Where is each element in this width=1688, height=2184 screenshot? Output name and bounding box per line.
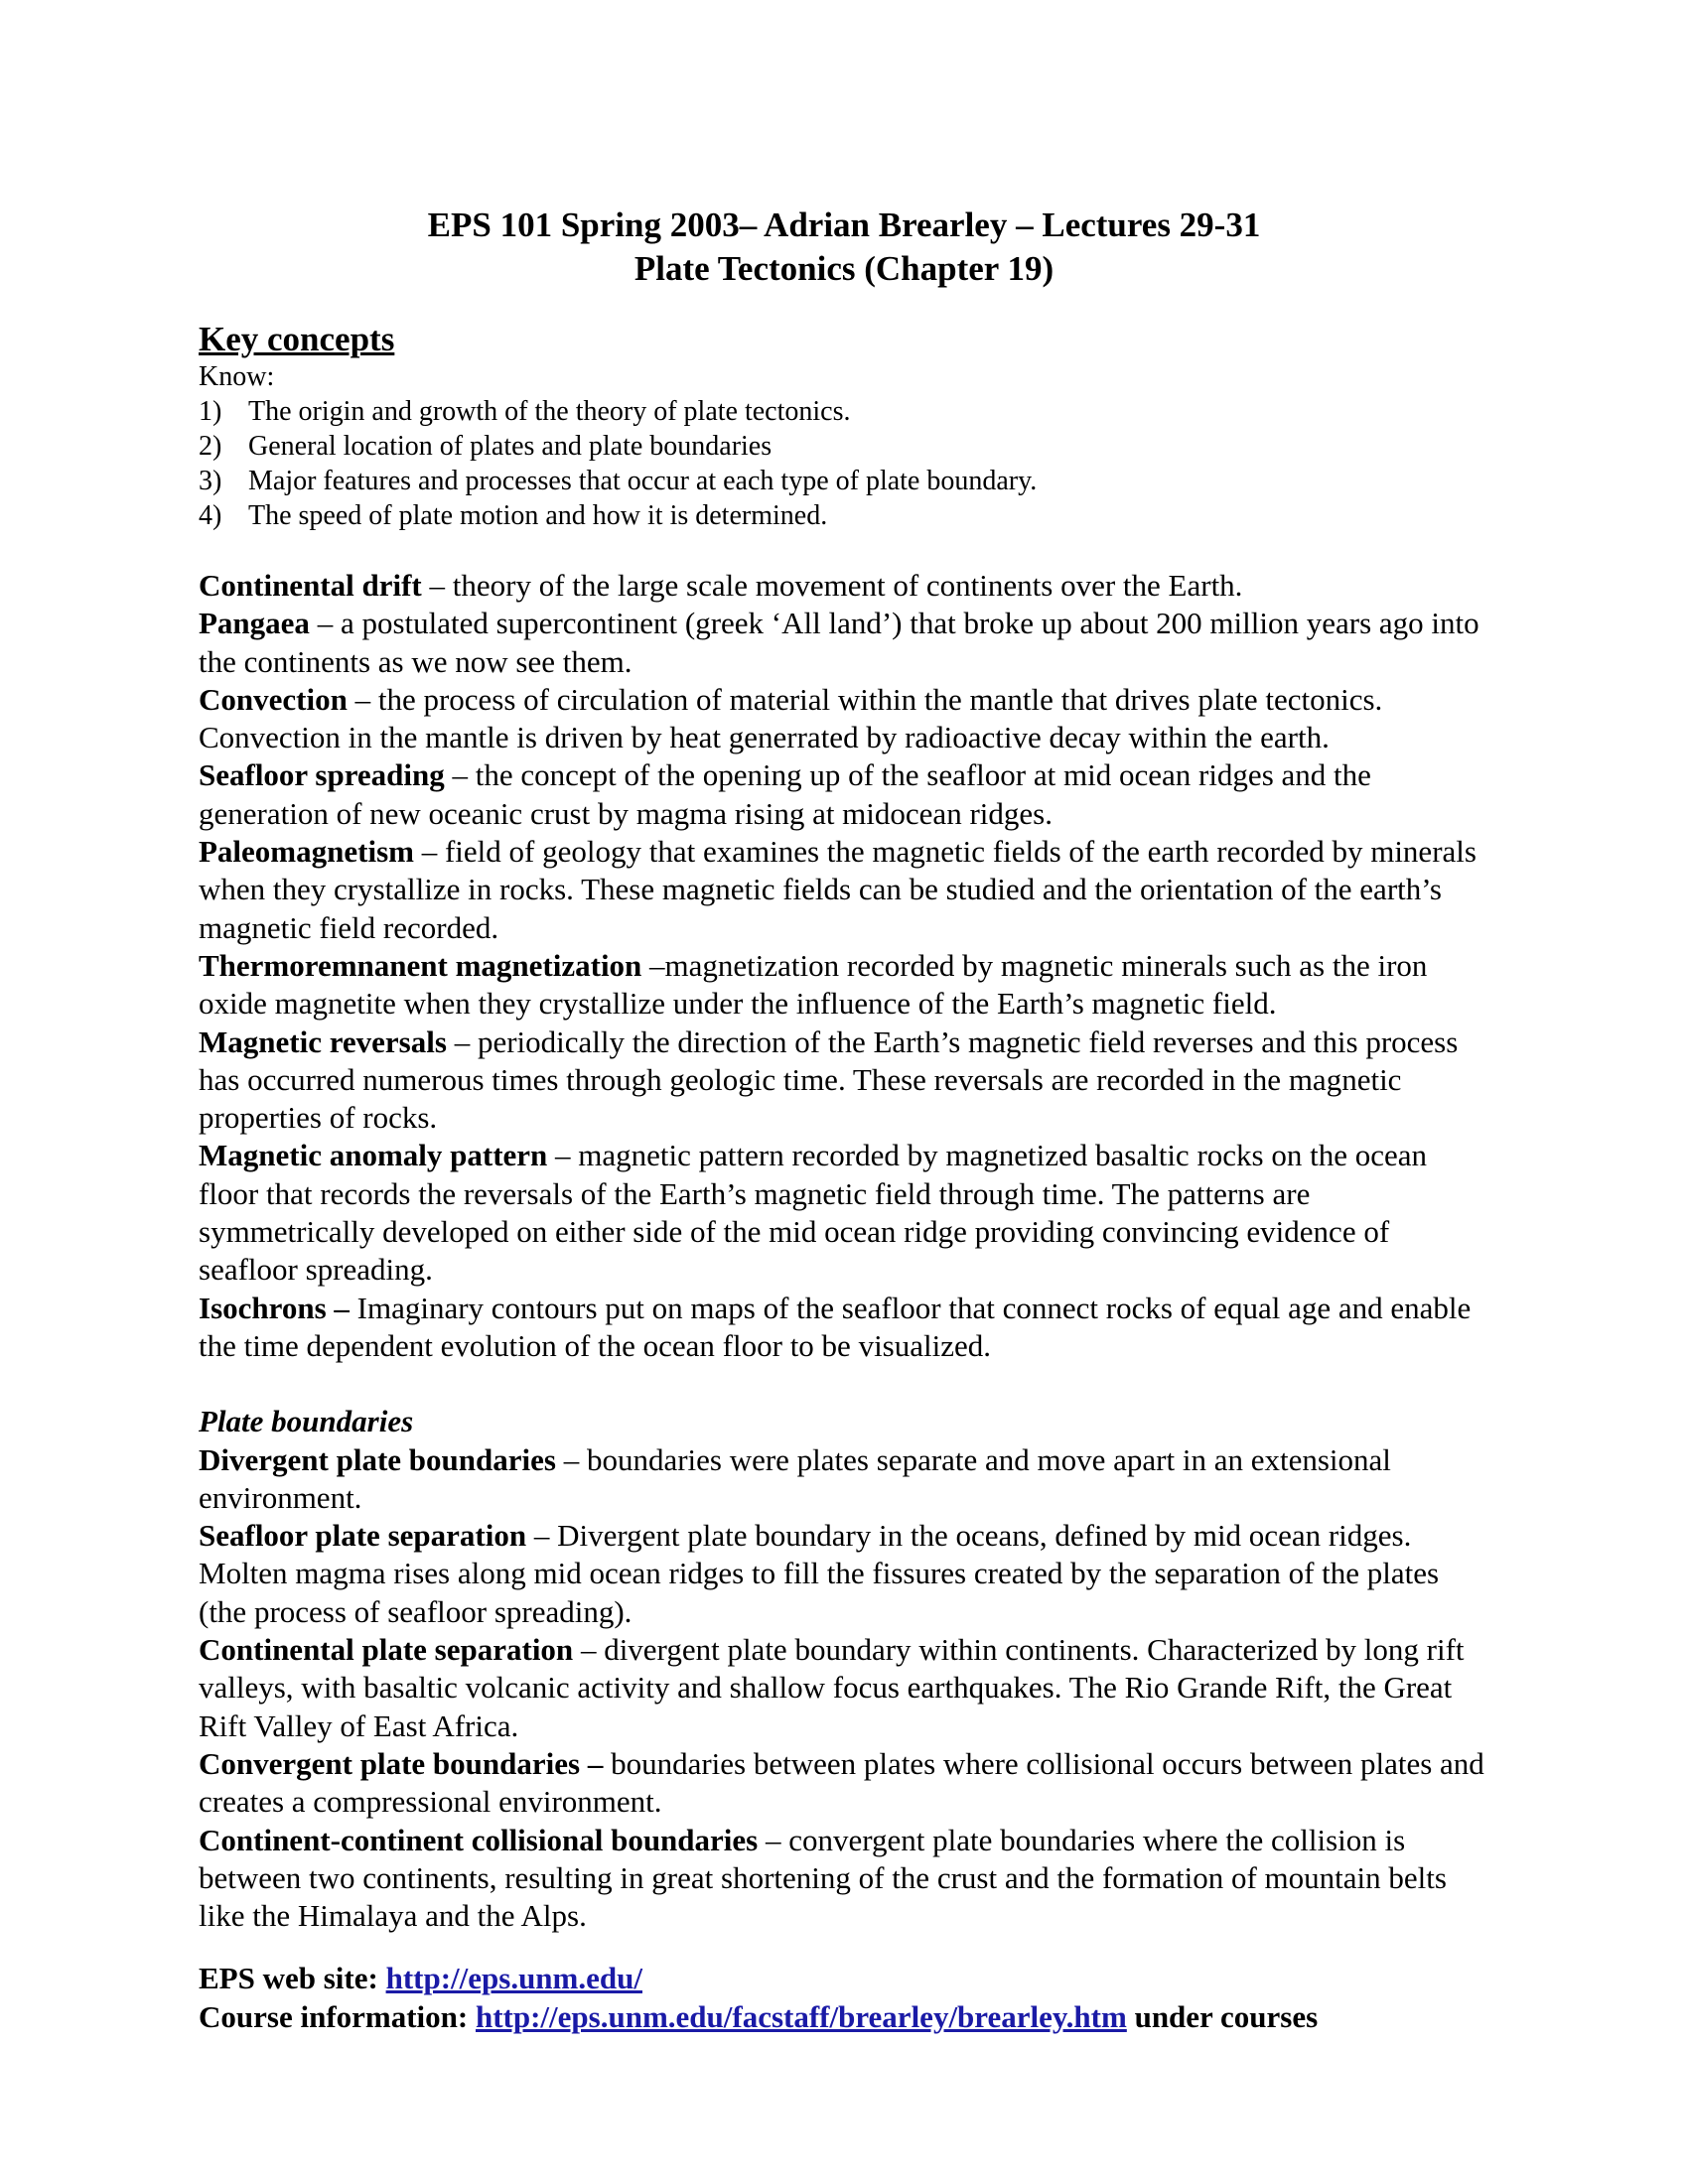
plate-boundaries-section (199, 1441, 1489, 1936)
footer (199, 1959, 1489, 2036)
list-number: 3) (199, 466, 222, 496)
definitions-section (199, 567, 1489, 1365)
key-concepts-list (199, 394, 1489, 533)
list-number: 1) (199, 396, 222, 427)
boundary-text: – divergent plate boundary within continents. Characterized by long rift valleys, with basaltic volcanic activity and shallow focus earthquakes. The Rio Grande Rift, the Great Rift Valley of East Africa. (199, 1632, 1465, 1743)
definition-text: – field of geology that examines the magnetic fields of the earth recorded by minerals when they crystallize in rocks. These magnetic fields can be studied and the orientation of the earth’s magnetic field recorded. (199, 834, 1477, 945)
boundary-term: Convergent plate boundaries – (199, 1745, 604, 1781)
list-number: 4) (199, 500, 222, 531)
definition-term: Seafloor spreading (199, 757, 445, 793)
list-item (199, 498, 1489, 533)
eps-website-line (199, 1959, 1489, 1997)
boundary-text: boundaries between plates where collisional occurs between plates and creates a compressional environment. (199, 1745, 1484, 1820)
definition-paragraph (199, 756, 1489, 833)
list-item (199, 464, 1489, 498)
definition-text: Imaginary contours put on maps of the seafloor that connect rocks of equal age and enable the time dependent evolution of the ocean floor to be visualized. (199, 1290, 1472, 1363)
definition-paragraph (199, 1024, 1489, 1138)
list-text: General location of plates and plate boundaries (248, 431, 773, 462)
definition-term: Pangaea (199, 606, 310, 641)
eps-website-label: EPS web site: (199, 1961, 386, 1996)
definition-paragraph (199, 1137, 1489, 1289)
definition-paragraph (199, 833, 1489, 947)
definition-paragraph (199, 947, 1489, 1024)
definition-term: Convection (199, 681, 348, 717)
definition-paragraph (199, 681, 1489, 757)
key-concepts-heading: Key concepts (199, 320, 395, 358)
list-item (199, 429, 1489, 464)
definition-text: –magnetization recorded by magnetic minerals such as the iron oxide magnetite when they crystallize under the influence of the Earth’s magnetic field. (199, 947, 1428, 1022)
boundary-term: Continent-continent collisional boundaries (199, 1822, 759, 1857)
document-title-line-2: Plate Tectonics (Chapter 19) (633, 249, 1055, 288)
list-text: The origin and growth of the theory of plate tectonics. (248, 396, 851, 427)
course-info-label: Course information: (199, 1999, 476, 2035)
boundary-paragraph (199, 1517, 1489, 1631)
list-number: 2) (199, 431, 222, 462)
definition-term: Continental drift (199, 568, 422, 603)
boundary-term: Continental plate separation (199, 1632, 574, 1668)
list-item (199, 394, 1489, 429)
document-title-line-1: EPS 101 Spring 2003– Adrian Brearley – Lectures 29-31 (427, 205, 1261, 244)
definition-term: Paleomagnetism (199, 834, 414, 870)
definition-text: – the concept of the opening up of the seafloor at mid ocean ridges and the generation of new oceanic crust by magma rising at midocean ridges. (199, 757, 1371, 831)
definition-text: – magnetic pattern recorded by magnetized basaltic rocks on the ocean floor that records the reversals of the Earth’s magnetic field through time. The patterns are symmetrically developed on either side of the mid ocean ridge providing convincing evidence of seafloor spreading. (199, 1138, 1427, 1288)
definition-term: Isochrons – (199, 1290, 350, 1325)
boundary-term: Divergent plate boundaries (199, 1441, 564, 1477)
course-info-link[interactable]: http://eps.unm.edu/facstaff/brearley/brearley.htm (475, 1999, 1127, 2035)
definition-text: – a postulated supercontinent (greek ‘All land’) that broke up about 200 million years ago into the continents as we now see them. (199, 606, 1479, 679)
definition-text: – the process of circulation of material within the mantle that drives plate tectonics. Convection in the mantle is driven by heat generrated by radioactive decay within the earth. (199, 681, 1383, 755)
definition-term: Thermoremnanent magnetization (199, 947, 642, 983)
list-text: Major features and processes that occur at each type of plate boundary. (248, 466, 1038, 496)
definition-text: – periodically the direction of the Earth’s magnetic field reverses and this process has occurred numerous times through geologic time. These reversals are recorded in the magnetic properties of rocks. (199, 1024, 1459, 1136)
list-text: The speed of plate motion and how it is determined. (248, 500, 828, 531)
document-page (199, 204, 1489, 2036)
eps-website-link[interactable]: http://eps.unm.edu/ (385, 1961, 642, 1996)
definition-paragraph (199, 605, 1489, 681)
boundary-text: – boundaries were plates separate and move apart in an extensional environment. (199, 1441, 1391, 1515)
boundary-paragraph (199, 1631, 1489, 1745)
boundary-term: Seafloor plate separation (199, 1518, 527, 1554)
boundary-paragraph (199, 1745, 1489, 1822)
definition-paragraph (199, 567, 1489, 605)
boundary-text: – convergent plate boundaries where the collision is between two continents, resulting in great shortening of the crust and the formation of mountain belts like the Himalaya and the Alps. (199, 1822, 1447, 1934)
know-label: Know: (199, 361, 275, 392)
plate-boundaries-heading: Plate boundaries (199, 1404, 414, 1439)
definition-term: Magnetic anomaly pattern (199, 1138, 548, 1173)
definition-term: Magnetic reversals (199, 1024, 447, 1059)
definition-text: – theory of the large scale movement of continents over the Earth. (421, 568, 1243, 603)
boundary-text: – Divergent plate boundary in the oceans, defined by mid ocean ridges. Molten magma rises along mid ocean ridges to fill the fissures created by the separation of the plates (the process of seafloor spreading). (199, 1518, 1440, 1629)
course-info-line (199, 1997, 1489, 2036)
boundary-paragraph (199, 1441, 1489, 1518)
course-info-suffix: under courses (1126, 1999, 1319, 2035)
boundary-paragraph (199, 1822, 1489, 1936)
definition-paragraph (199, 1290, 1489, 1366)
